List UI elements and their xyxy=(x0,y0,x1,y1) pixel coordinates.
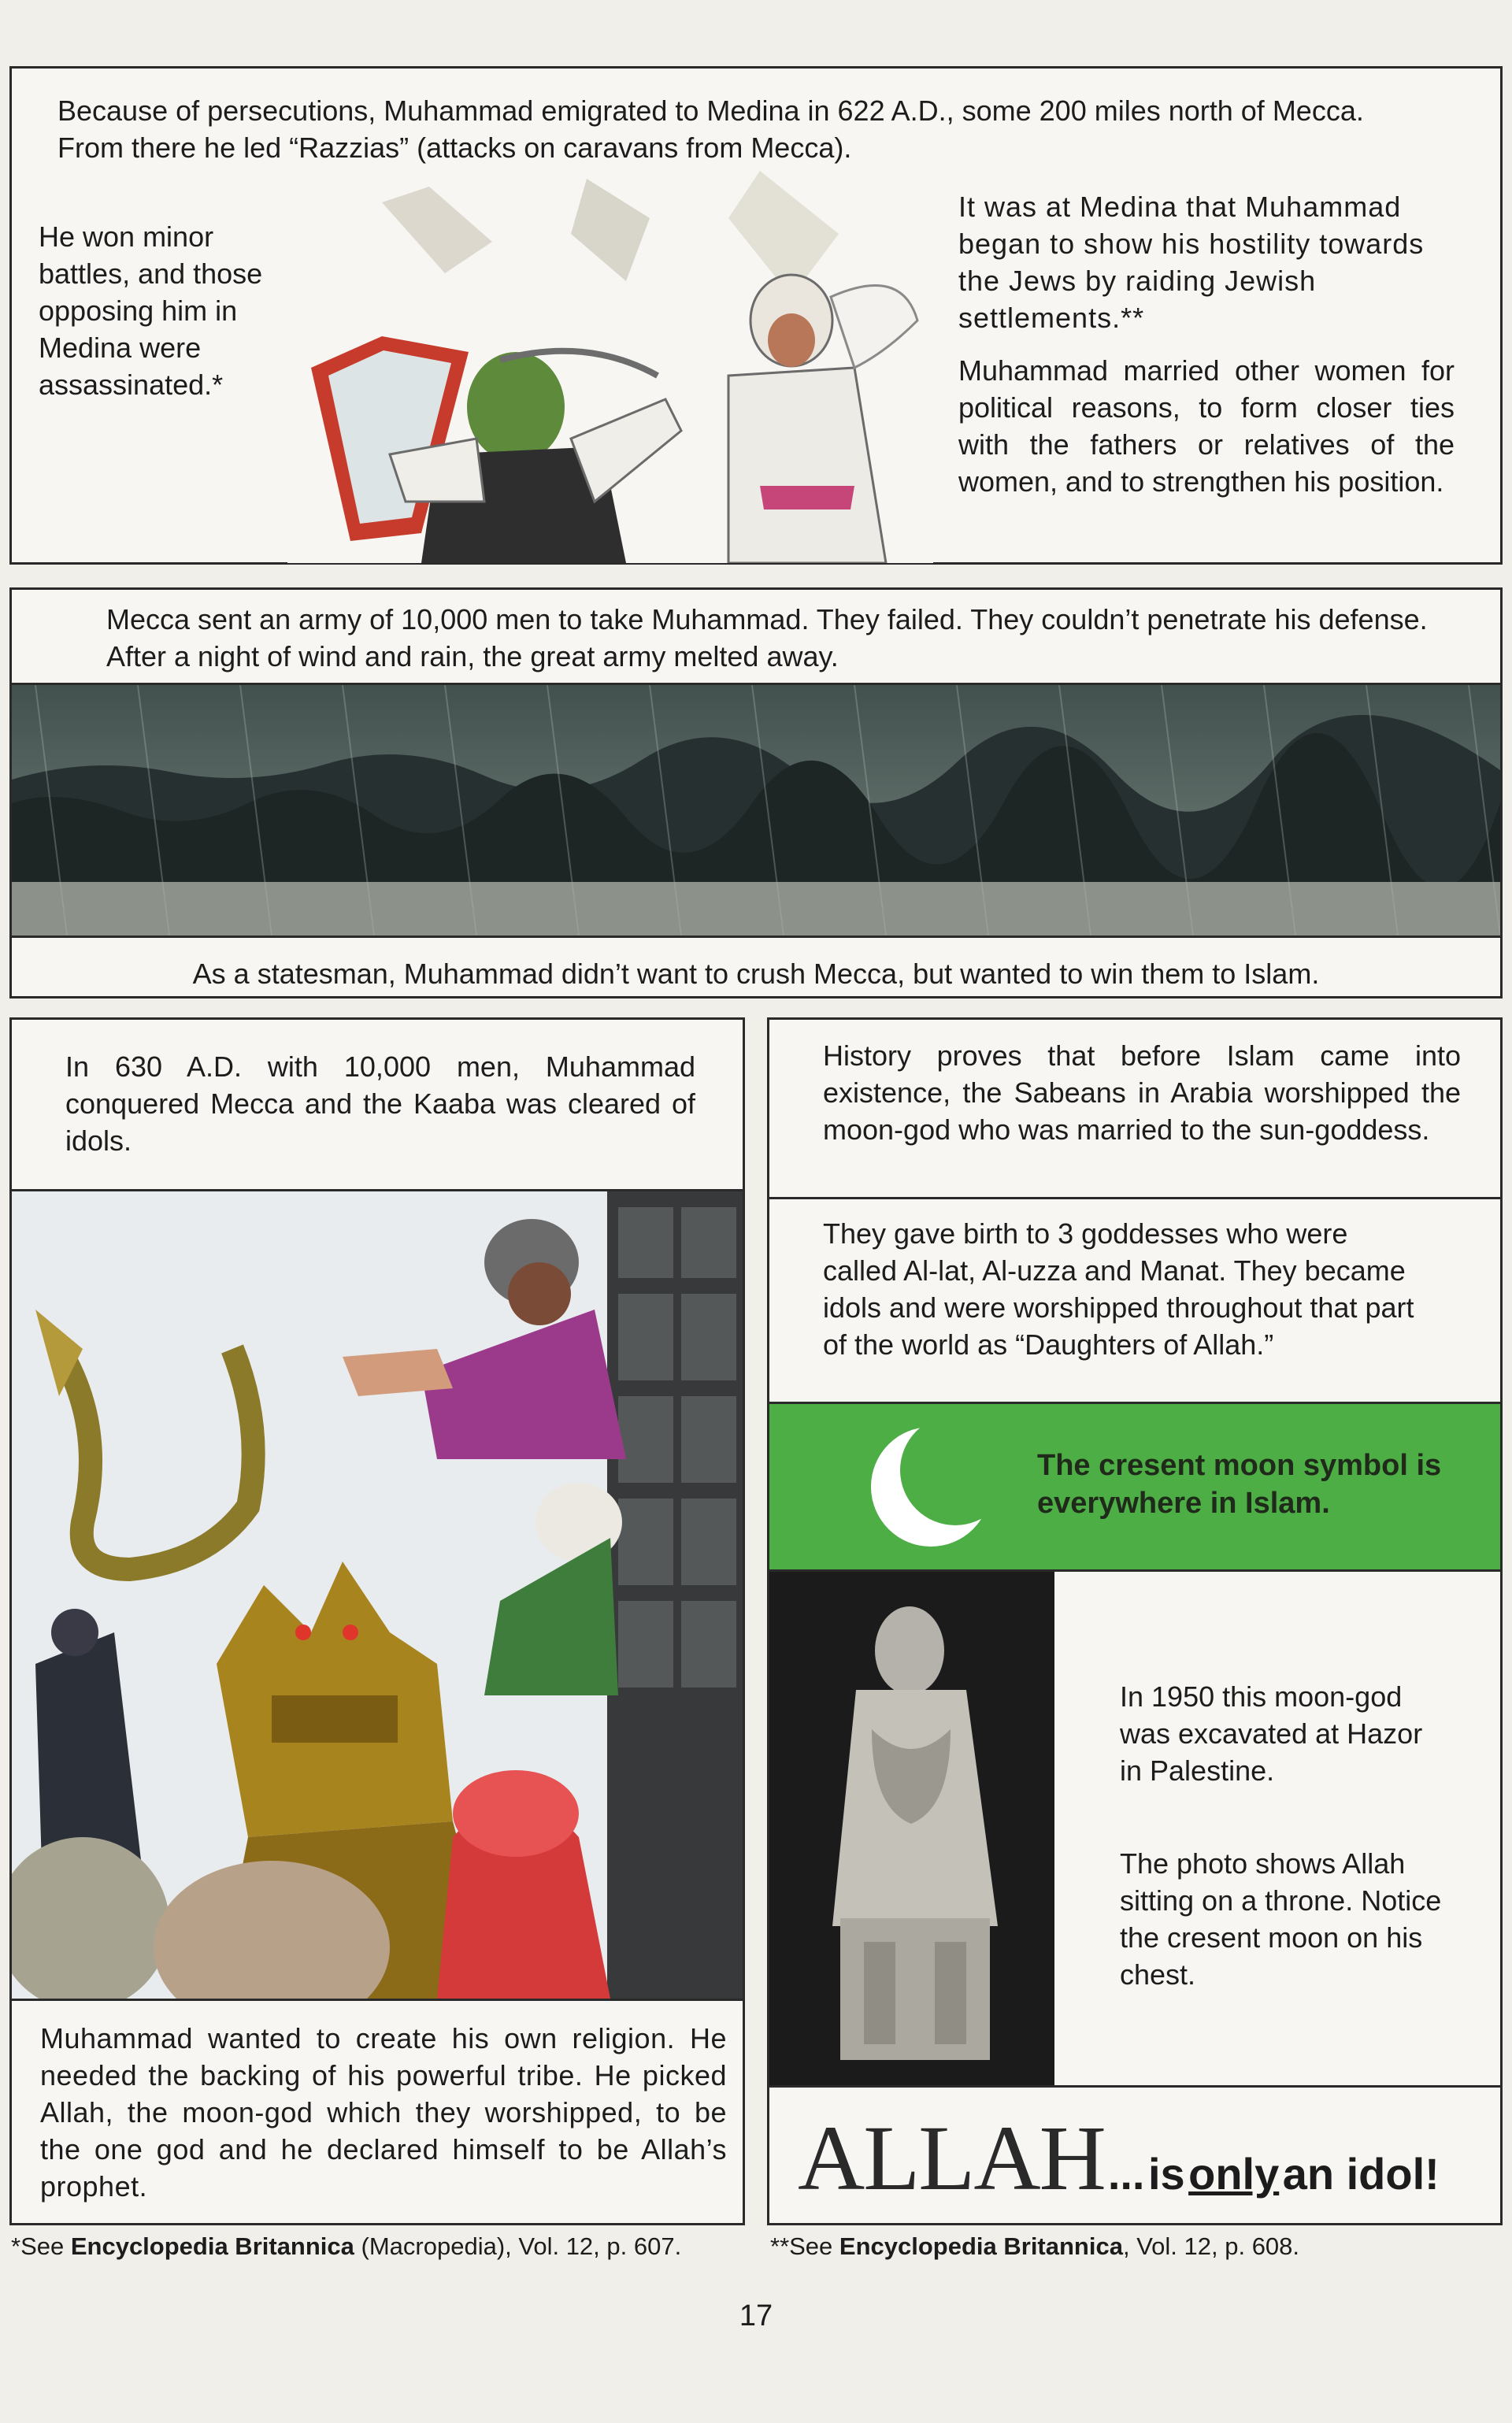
footnote-1: *See Encyclopedia Britannica (Macropedia), Vol. 12, p. 607. xyxy=(11,2232,682,2260)
banner-is: is xyxy=(1147,2149,1185,2199)
allah-idol-banner xyxy=(798,2103,1491,2214)
crescent-panel xyxy=(769,1404,1500,1569)
panel-army-top-text: Mecca sent an army of 10,000 men to take Muhammad. They failed. They couldn’t penetrate his defense. After a night of wind and rain, the great army melted away. xyxy=(106,603,1428,672)
panel-kaaba-bottom-text: Muhammad wanted to create his own religion. He needed the backing of his powerful tribe. He picked Allah, the moon-god which they worshipped, to be the one god and he declared himself to be Allah’s prophet. xyxy=(40,2022,727,2203)
banner-dots: ... xyxy=(1107,2149,1145,2199)
footnote-2: **See Encyclopedia Britannica, Vol. 12, p. 608. xyxy=(770,2232,1300,2260)
photo-caption-2: The photo shows Allah sitting on a throne. Notice the cresent moon on his chest. xyxy=(1120,1847,1442,1991)
panel-medina-left-text: He won minor battles, and those opposing him in Medina were assassinated.* xyxy=(39,220,263,401)
panel-kaaba-top-text: In 630 A.D. with 10,000 men, Muhammad conquered Mecca and the Kaaba was cleared of idols. xyxy=(65,1050,695,1157)
photo-caption-1: In 1950 this moon-god was excavated at Hazor in Palestine. xyxy=(1120,1680,1423,1787)
panel-moon-god xyxy=(767,1017,1503,2225)
panel-moon-god-text-2: They gave birth to 3 goddesses who were called Al-lat, Al-uzza and Manat. They became idols and were worshipped throughout that part of the world as “Daughters of Allah.” xyxy=(823,1217,1414,1361)
army-storm-illustration xyxy=(12,685,1500,935)
moon-god-statue-photo xyxy=(769,1572,1054,2085)
panel-army xyxy=(9,587,1503,998)
banner-end: an idol! xyxy=(1282,2149,1440,2199)
crescent-caption: The cresent moon symbol is everywhere in Islam. xyxy=(1037,1449,1442,1520)
panel-medina xyxy=(9,66,1503,565)
panel-medina-right-text-2: Muhammad married other women for political reasons, to form closer ties with the fathers or relatives of the women, and to strengthen his position. xyxy=(958,354,1455,498)
page-number: 17 xyxy=(739,2299,773,2332)
crescent-moon-icon xyxy=(864,1420,998,1554)
banner-allah: ALLAH xyxy=(798,2106,1105,2210)
panel-medina-top-text: Because of persecutions, Muhammad emigrated to Medina in 622 A.D., some 200 miles north of Mecca. From there he led “Razzias” (attacks on caravans from Mecca). xyxy=(57,94,1364,164)
panel-medina-right-text-1: It was at Medina that Muhammad began to show his hostility towards the Jews by raiding Jewish settlements.** xyxy=(958,191,1425,334)
kaaba-idols-illustration xyxy=(12,1191,743,1999)
banner-only: only xyxy=(1188,2149,1280,2199)
battle-illustration xyxy=(287,171,933,563)
panel-army-bottom-text: As a statesman, Muhammad didn’t want to crush Mecca, but wanted to win them to Islam. xyxy=(192,958,1320,990)
panel-moon-god-text-1: History proves that before Islam came into existence, the Sabeans in Arabia worshipped the moon-god who was married to the sun-goddess. xyxy=(823,1039,1461,1146)
panel-kaaba xyxy=(9,1017,745,2225)
